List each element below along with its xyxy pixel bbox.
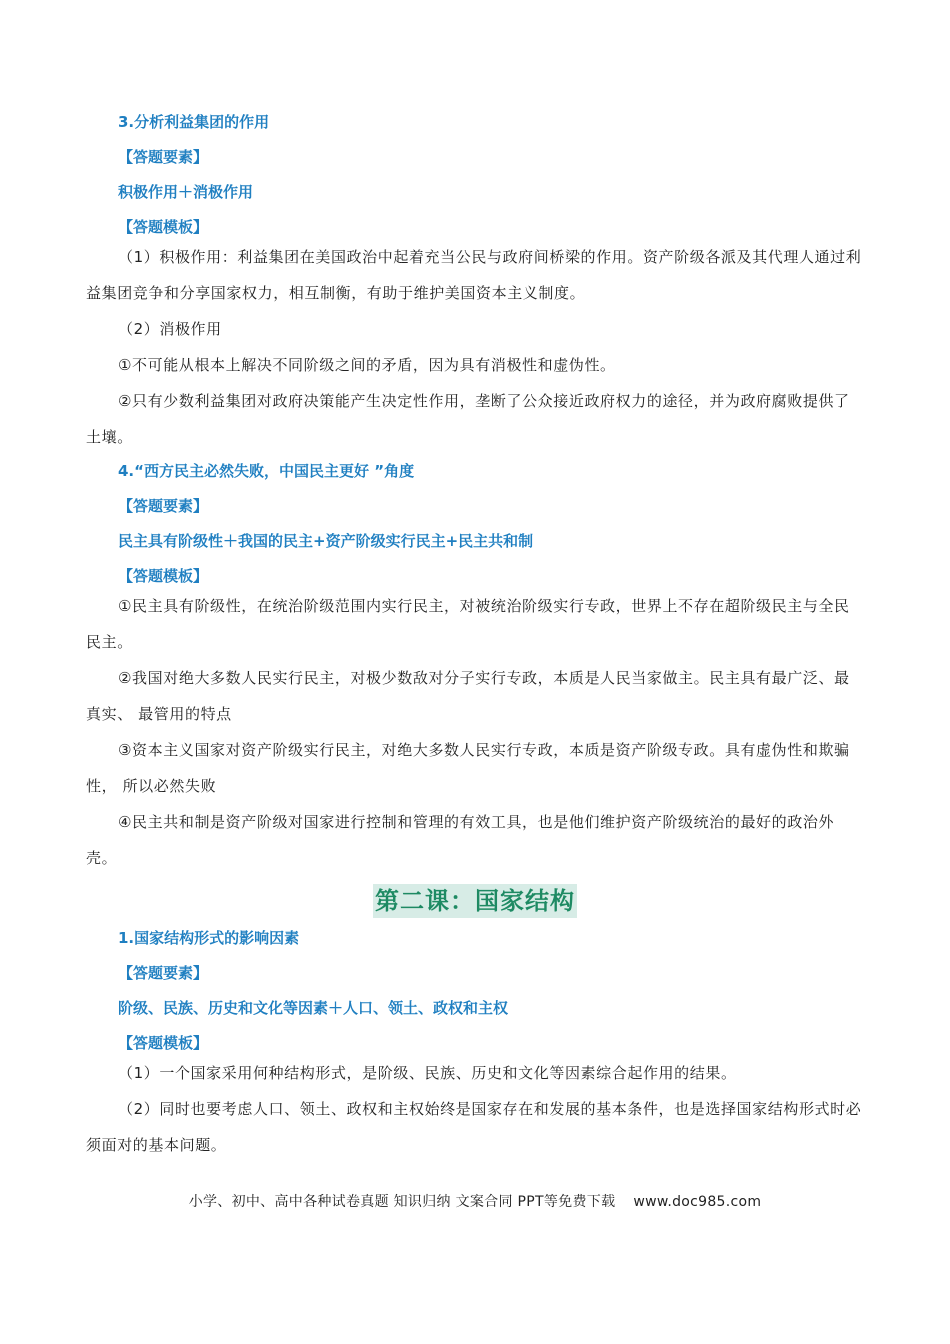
paragraph: （1）积极作用：利益集团在美国政治中起着充当公民与政府间桥梁的作用。资产阶级各派及其代理人通过利益集团竞争和分享国家权力，相互制衡，有助于维护美国资本主义制度。 [86,248,862,302]
paragraph: ②我国对绝大多数人民实行民主，对极少数敌对分子实行专政，本质是人民当家做主。民主具有最广泛、最真实、 最管用的特点 [86,669,850,723]
answer-elements: 民主具有阶级性＋我国的民主+资产阶级实行民主+民主共和制 [118,532,534,550]
page-content [86,112,864,1163]
answer-template-tag: 【答题模板】 [118,567,209,585]
answer-template-tag: 【答题模板】 [118,1034,209,1052]
paragraph: ①不可能从根本上解决不同阶级之间的矛盾，因为具有消极性和虚伪性。 [118,356,616,374]
paragraph: （2）同时也要考虑人口、领土、政权和主权始终是国家存在和发展的基本条件，也是选择国家结构形式时必须面对的基本问题。 [86,1100,862,1154]
paragraph: ④民主共和制是资产阶级对国家进行控制和管理的有效工具，也是他们维护资产阶级统治的最好的政治外壳。 [86,813,835,867]
section-title: 1.国家结构形式的影响因素 [118,929,300,947]
paragraph: ③资本主义国家对资产阶级实行民主，对绝大多数人民实行专政，本质是资产阶级专政。具有虚伪性和欺骗性， 所以必然失败 [86,741,850,795]
section-title: 3.分析利益集团的作用 [118,113,270,131]
answer-elements: 阶级、民族、历史和文化等因素＋人口、领土、政权和主权 [118,999,509,1017]
footer-site-link[interactable]: www.doc985.com [633,1194,762,1210]
paragraph: ②只有少数利益集团对政府决策能产生决定性作用，垄断了公众接近政府权力的途径，并为政府腐败提供了土壤。 [86,392,850,446]
page-footer [0,1191,950,1211]
section-title: 4.“西方民主必然失败，中国民主更好 ”角度 [118,462,415,480]
lesson-title-wrap [86,884,864,918]
answer-elements-tag: 【答题要素】 [118,964,209,982]
answer-elements-tag: 【答题要素】 [118,148,209,166]
paragraph: （2）消极作用 [118,320,222,338]
paragraph: ①民主具有阶级性，在统治阶级范围内实行民主，对被统治阶级实行专政，世界上不存在超阶级民主与全民民主。 [86,597,850,651]
answer-template-tag: 【答题模板】 [118,218,209,236]
lesson-title: 第二课：国家结构 [373,884,577,918]
paragraph: （1）一个国家采用何种结构形式，是阶级、民族、历史和文化等因素综合起作用的结果。 [118,1064,737,1082]
footer-text: 小学、初中、高中各种试卷真题 知识归纳 文案合同 PPT等免费下载 [188,1194,616,1210]
answer-elements: 积极作用＋消极作用 [118,183,254,201]
answer-elements-tag: 【答题要素】 [118,497,209,515]
